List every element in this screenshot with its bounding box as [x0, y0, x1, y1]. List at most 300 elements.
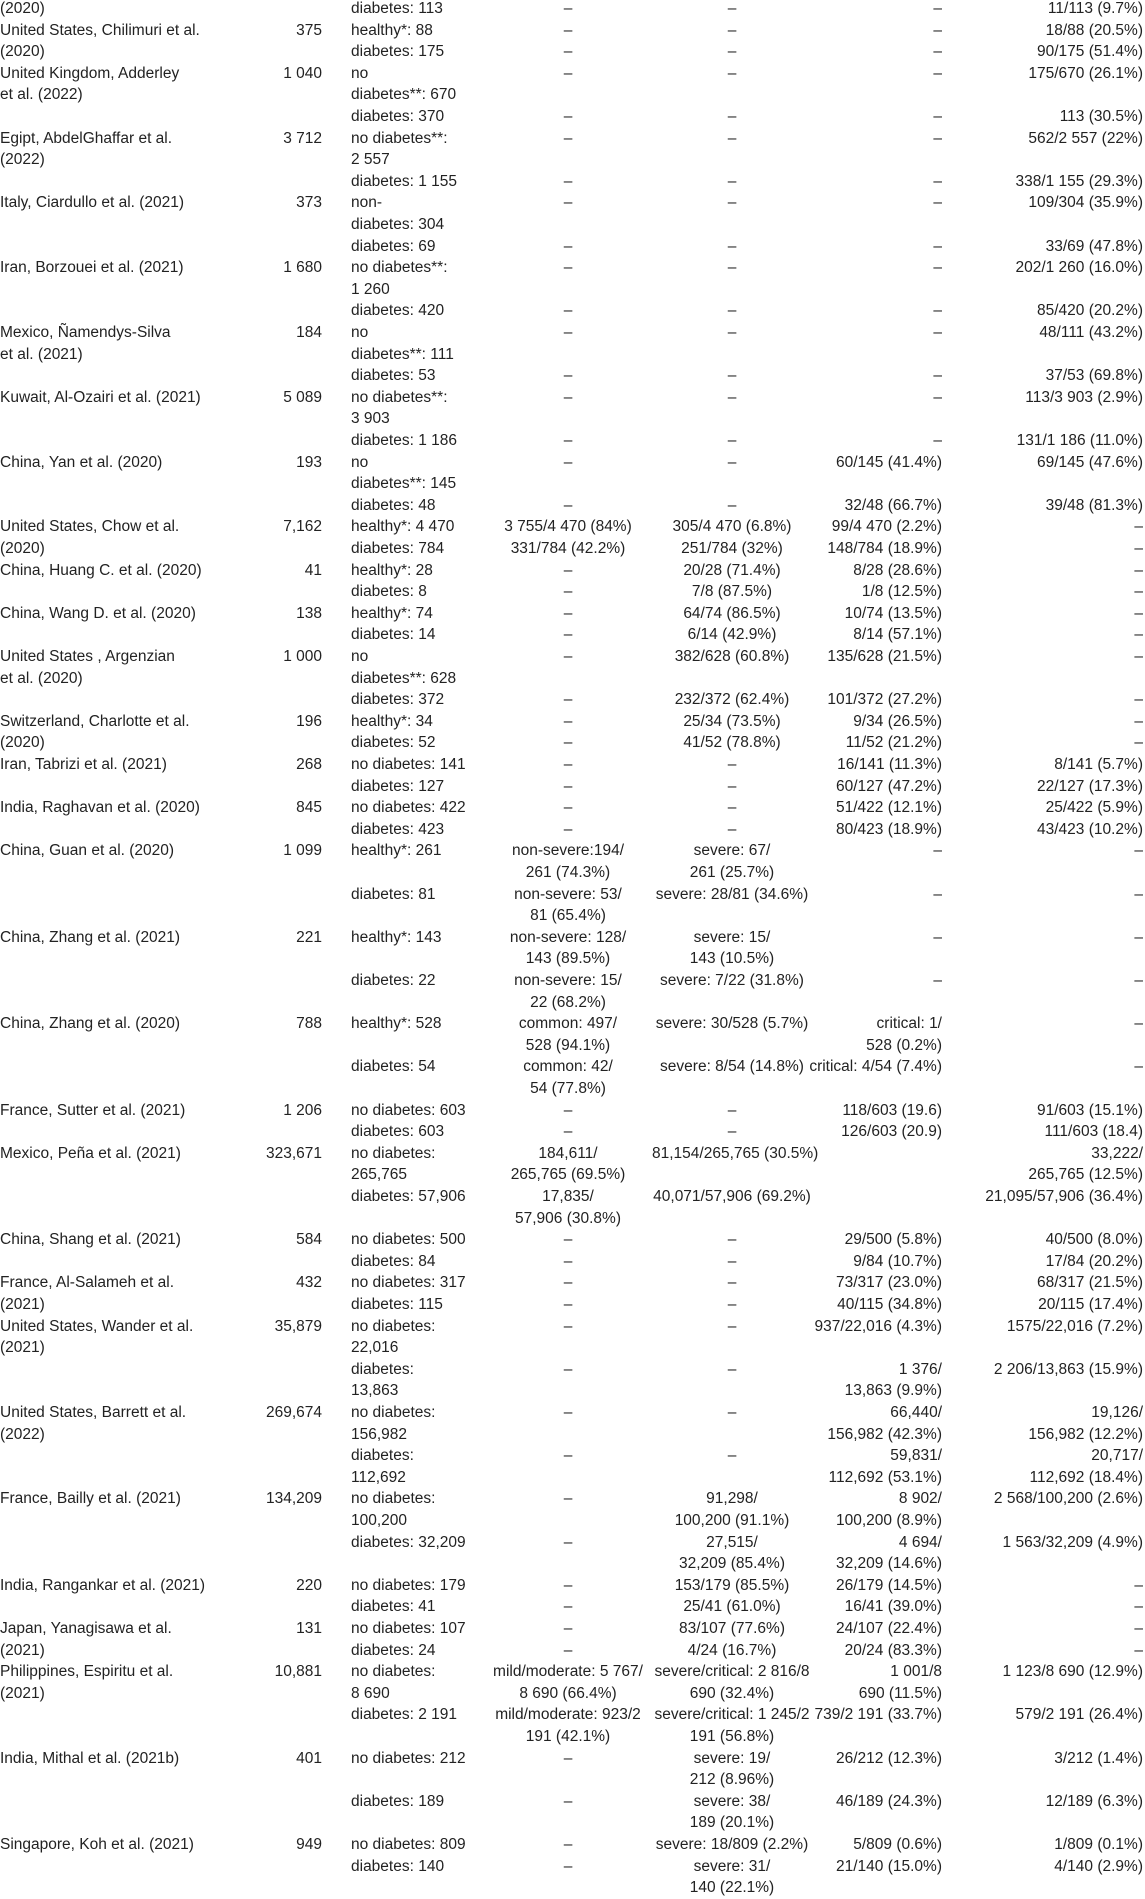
- col6-cell: 111/603 (18.4): [1044, 1123, 1143, 1141]
- col4-cell: 100,200 (91.1%): [674, 1512, 790, 1529]
- col5-cell: 8/14 (57.1%): [853, 626, 942, 644]
- group-cell: 156,982: [351, 1425, 408, 1443]
- col4-cell: –: [727, 194, 737, 212]
- study-cell: Switzerland, Charlotte et al.: [0, 712, 190, 730]
- study-cell: China, Yan et al. (2020): [0, 453, 163, 471]
- col5-cell: –: [933, 367, 942, 385]
- group-cell: diabetes: 370: [351, 108, 445, 125]
- table-row: [0, 905, 1145, 927]
- group-cell: diabetes: 372: [351, 691, 445, 709]
- group-cell: 2 557: [351, 151, 390, 169]
- col3-cell: –: [563, 1360, 573, 1378]
- table-row: [0, 257, 1145, 279]
- table-row: [0, 1856, 1145, 1878]
- sample-size-cell: 1 099: [283, 842, 322, 860]
- table-row: [0, 473, 1145, 495]
- col5-cell: 24/107 (22.4%): [836, 1620, 942, 1637]
- table-row: [0, 884, 1145, 906]
- col5-cell: –: [933, 64, 942, 82]
- col4-cell: –: [727, 367, 737, 385]
- group-cell: diabetes: 127: [351, 777, 445, 795]
- table-row: [0, 927, 1145, 949]
- col6-cell: 1/809 (0.1%): [1054, 1836, 1143, 1853]
- table-row: [0, 646, 1145, 668]
- col4-cell: 64/74 (86.5%): [683, 604, 781, 622]
- table-row: [0, 1791, 1145, 1813]
- table-row: [0, 1402, 1145, 1424]
- study-cell: (2021): [0, 1339, 45, 1357]
- table-row: [0, 1164, 1145, 1186]
- col4-cell: 153/179 (85.5%): [674, 1576, 790, 1594]
- group-cell: no diabetes:: [351, 1317, 436, 1335]
- group-cell: diabetes: 113: [351, 0, 443, 17]
- col5-cell: critical: 4/54 (7.4%): [809, 1058, 942, 1076]
- col5-cell: 73/317 (23.0%): [836, 1274, 942, 1292]
- group-cell: 112,692: [351, 1468, 406, 1486]
- study-cell: United States, Chilimuri et al.: [0, 21, 200, 39]
- group-cell: diabetes: 14: [351, 626, 436, 644]
- table-row: [0, 624, 1145, 646]
- col6-cell: 18/88 (20.5%): [1045, 21, 1143, 39]
- table-row: [0, 1726, 1145, 1748]
- group-cell: diabetes:: [351, 1360, 414, 1378]
- group-cell: no: [351, 324, 369, 341]
- col4-cell: 232/372 (62.4%): [674, 691, 790, 709]
- table-row: [0, 1704, 1145, 1726]
- col6-cell: 4/140 (2.9%): [1054, 1857, 1143, 1875]
- col6-cell: 48/111 (43.2%): [1039, 324, 1143, 341]
- col4-cell: –: [727, 0, 737, 17]
- col4-cell: severe: 8/54 (14.8%): [660, 1058, 804, 1076]
- study-cell: (2021): [0, 1684, 45, 1702]
- col4-cell: –: [727, 43, 737, 61]
- sample-size-cell: 1 680: [283, 259, 322, 277]
- col3-cell: –: [563, 820, 573, 838]
- col5-cell: 156,982 (42.3%): [827, 1425, 942, 1443]
- col4-cell: severe: 7/22 (31.8%): [660, 972, 804, 989]
- col5-cell: 1 376/: [898, 1360, 942, 1378]
- col4-cell: –: [727, 1360, 737, 1378]
- group-cell: diabetes: 81: [351, 885, 436, 903]
- col3-cell: –: [563, 1231, 573, 1249]
- group-cell: diabetes: 52: [351, 734, 436, 752]
- col4-cell: 382/628 (60.8%): [674, 648, 790, 665]
- col6-cell: 33,222/: [1091, 1144, 1143, 1162]
- col3-cell: –: [563, 324, 573, 341]
- study-cell: China, Guan et al. (2020): [0, 842, 175, 860]
- col5-cell: –: [933, 432, 942, 449]
- col4-cell: –: [727, 820, 737, 838]
- col5-cell: 60/145 (41.4%): [836, 453, 942, 471]
- study-cell: (2021): [0, 1296, 45, 1313]
- col4-cell: –: [727, 388, 737, 406]
- table-row: [0, 1013, 1145, 1035]
- study-cell: India, Mithal et al. (2021b): [0, 1749, 180, 1767]
- study-cell: (2020): [0, 43, 45, 61]
- sample-size-cell: 196: [296, 712, 322, 730]
- sample-size-cell: 35,879: [274, 1317, 322, 1335]
- col5-cell: 118/603 (19.6): [842, 1101, 942, 1119]
- col3-cell: –: [563, 561, 573, 579]
- col5-cell: 5/809 (0.6%): [853, 1836, 942, 1853]
- col3-cell: –: [563, 604, 573, 622]
- table-row: [0, 20, 1145, 42]
- col4-cell: –: [727, 172, 737, 190]
- col6-cell: 20/115 (17.4%): [1038, 1296, 1143, 1313]
- col5-cell: 32/48 (66.7%): [844, 496, 942, 514]
- col6-cell: –: [1134, 1620, 1143, 1637]
- study-cell: et al. (2022): [0, 86, 83, 104]
- col3-cell: –: [563, 1620, 573, 1637]
- group-cell: no diabetes: 107: [351, 1620, 466, 1637]
- group-cell: 265,765: [351, 1166, 408, 1184]
- col3-cell: –: [563, 43, 573, 61]
- col6-cell: 21,095/57,906 (36.4%): [985, 1188, 1143, 1205]
- group-cell: healthy*: 74: [351, 604, 433, 622]
- col6-cell: –: [1134, 583, 1143, 601]
- group-cell: no diabetes:: [351, 1490, 436, 1508]
- group-cell: diabetes: 189: [351, 1792, 445, 1810]
- col4-cell: 212 (8.96%): [689, 1771, 775, 1789]
- col5-cell: 46/189 (24.3%): [836, 1792, 942, 1810]
- col5-cell: –: [933, 259, 942, 277]
- col3-cell: non-severe: 15/: [514, 972, 622, 989]
- col6-cell: 1 123/8 690 (12.9%): [1002, 1663, 1143, 1681]
- col6-cell: 90/175 (51.4%): [1037, 43, 1143, 61]
- col5-cell: 32,209 (14.6%): [836, 1555, 942, 1573]
- study-cell: India, Rangankar et al. (2021): [0, 1576, 206, 1594]
- col4-cell: 305/4 470 (6.8%): [672, 518, 792, 536]
- table-row: [0, 128, 1145, 150]
- col4-cell: 191 (56.8%): [689, 1728, 775, 1745]
- col6-cell: 33/69 (47.8%): [1045, 237, 1143, 255]
- sample-size-cell: 193: [296, 453, 322, 471]
- group-cell: 1 260: [351, 280, 390, 298]
- table-row: [0, 430, 1145, 452]
- col5-cell: 690 (11.5%): [858, 1684, 942, 1702]
- col6-cell: 2 568/100,200 (2.6%): [993, 1490, 1143, 1508]
- table-row: [0, 1877, 1145, 1899]
- col6-cell: 109/304 (35.9%): [1028, 194, 1143, 212]
- col5-cell: 26/212 (12.3%): [836, 1749, 942, 1767]
- group-cell: no diabetes: 603: [351, 1101, 466, 1119]
- table-row: [0, 1272, 1145, 1294]
- col4-cell: –: [727, 21, 737, 39]
- col4-cell: 40,071/57,906 (69.2%): [653, 1188, 811, 1205]
- group-cell: diabetes: 784: [351, 540, 445, 557]
- study-cell: Japan, Yanagisawa et al.: [0, 1620, 172, 1637]
- table-row: [0, 0, 1145, 20]
- col5-cell: 21/140 (15.0%): [836, 1857, 942, 1875]
- col4-cell: 690 (32.4%): [689, 1684, 775, 1702]
- group-cell: diabetes: 69: [351, 237, 436, 255]
- table-row: [0, 408, 1145, 430]
- col3-cell: –: [563, 583, 573, 601]
- col4-cell: 20/28 (71.4%): [683, 561, 781, 579]
- table-row: [0, 41, 1145, 63]
- col6-cell: 156,982 (12.2%): [1028, 1425, 1143, 1443]
- sample-size-cell: 268: [296, 756, 322, 773]
- col5-cell: –: [933, 172, 942, 190]
- table-row: [0, 1100, 1145, 1122]
- group-cell: diabetes: 32,209: [351, 1533, 466, 1551]
- group-cell: no diabetes:: [351, 1404, 436, 1421]
- group-cell: no diabetes:: [351, 1144, 436, 1162]
- table-row: [0, 1121, 1145, 1143]
- group-cell: healthy*: 88: [351, 21, 433, 39]
- sample-size-cell: 788: [296, 1015, 322, 1033]
- col3-cell: mild/moderate: 5 767/: [493, 1663, 643, 1681]
- col6-cell: –: [1134, 1576, 1143, 1594]
- col4-cell: 261 (25.7%): [689, 864, 775, 881]
- table-row: [0, 797, 1145, 819]
- table-row: [0, 970, 1145, 992]
- col4-cell: severe/critical: 1 245/2: [654, 1706, 810, 1724]
- group-cell: diabetes: 41: [351, 1598, 436, 1616]
- group-cell: diabetes: 2 191: [351, 1706, 458, 1724]
- group-cell: healthy*: 4 470: [351, 518, 455, 536]
- col3-cell: –: [563, 172, 573, 190]
- col3-cell: –: [563, 1857, 573, 1875]
- col5-cell: 26/179 (14.5%): [836, 1576, 942, 1594]
- col5-cell: –: [933, 388, 942, 406]
- table-row: [0, 1467, 1145, 1489]
- col6-cell: –: [1134, 972, 1143, 989]
- col6-cell: 2 206/13,863 (15.9%): [993, 1360, 1143, 1378]
- col5-cell: 11/52 (21.2%): [845, 734, 942, 752]
- col6-cell: –: [1134, 1058, 1143, 1076]
- table-row: [0, 711, 1145, 733]
- table-row: [0, 948, 1145, 970]
- col5-cell: 80/423 (18.9%): [836, 820, 942, 838]
- table-row: [0, 1640, 1145, 1662]
- sample-size-cell: 375: [296, 21, 322, 39]
- col6-cell: 25/422 (5.9%): [1045, 799, 1143, 817]
- col5-cell: –: [933, 237, 942, 255]
- col6-cell: –: [1134, 561, 1143, 579]
- table-row: [0, 1208, 1145, 1230]
- col5-cell: 126/603 (20.9): [841, 1123, 942, 1141]
- study-cell: (2022): [0, 151, 45, 169]
- col4-cell: severe: 38/: [693, 1792, 771, 1810]
- col5-cell: 8/28 (28.6%): [853, 561, 942, 579]
- table-row: [0, 992, 1145, 1014]
- col3-cell: –: [563, 1836, 573, 1853]
- col6-cell: 39/48 (81.3%): [1045, 496, 1143, 514]
- col6-cell: 8/141 (5.7%): [1054, 756, 1143, 773]
- table-row: [0, 365, 1145, 387]
- table-row: [0, 1056, 1145, 1078]
- col6-cell: 265,765 (12.5%): [1028, 1166, 1143, 1184]
- col6-cell: –: [1134, 604, 1143, 622]
- col4-cell: –: [727, 1296, 737, 1313]
- col3-cell: 331/784 (42.2%): [510, 540, 626, 557]
- study-cell: China, Huang C. et al. (2020): [0, 561, 202, 579]
- col4-cell: 7/8 (87.5%): [691, 583, 773, 601]
- col3-cell: –: [563, 1101, 573, 1119]
- study-cell: France, Bailly et al. (2021): [0, 1490, 181, 1508]
- study-cell: France, Al-Salameh et al.: [0, 1274, 175, 1292]
- table-row: [0, 1359, 1145, 1381]
- col3-cell: –: [563, 626, 573, 644]
- table-row: [0, 279, 1145, 301]
- group-cell: 13,863: [351, 1382, 399, 1400]
- col3-cell: 265,765 (69.5%): [510, 1166, 626, 1184]
- group-cell: diabetes: 48: [351, 496, 436, 514]
- table-row: [0, 1186, 1145, 1208]
- col5-cell: –: [933, 885, 942, 903]
- table-row: [0, 1661, 1145, 1683]
- col5-cell: 9/34 (26.5%): [853, 712, 942, 730]
- col4-cell: 83/107 (77.6%): [679, 1620, 785, 1637]
- study-cell: United Kingdom, Adderley: [0, 64, 180, 82]
- study-cell: Philippines, Espiritu et al.: [0, 1663, 174, 1681]
- col5-cell: 100,200 (8.9%): [836, 1512, 942, 1529]
- table-row: [0, 603, 1145, 625]
- col3-cell: 184,611/: [538, 1144, 598, 1162]
- col4-cell: severe: 18/809 (2.2%): [655, 1836, 809, 1853]
- sample-size-cell: 220: [296, 1576, 322, 1594]
- col3-cell: –: [563, 1749, 573, 1767]
- col6-cell: 19,126/: [1091, 1404, 1143, 1421]
- table-row: [0, 1445, 1145, 1467]
- group-cell: non-: [351, 194, 383, 212]
- table-row: [0, 1143, 1145, 1165]
- col4-cell: 251/784 (32%): [681, 540, 783, 557]
- table-row: [0, 862, 1145, 884]
- col3-cell: –: [563, 194, 573, 212]
- col3-cell: –: [563, 259, 573, 277]
- col6-cell: 40/500 (8.0%): [1045, 1231, 1143, 1249]
- sample-size-cell: 1 000: [283, 648, 322, 665]
- col4-cell: –: [727, 496, 737, 514]
- group-cell: diabetes: 140: [351, 1857, 445, 1875]
- sample-size-cell: 845: [296, 799, 322, 817]
- col3-cell: –: [563, 496, 573, 514]
- col4-cell: severe: 19/: [693, 1749, 771, 1767]
- col4-cell: 25/34 (73.5%): [683, 712, 781, 730]
- col5-cell: 99/4 470 (2.2%): [831, 518, 942, 536]
- col6-cell: 12/189 (6.3%): [1045, 1792, 1143, 1810]
- col6-cell: –: [1134, 691, 1143, 709]
- col4-cell: 41/52 (78.8%): [683, 734, 781, 752]
- table-row: [0, 538, 1145, 560]
- col3-cell: –: [563, 1490, 573, 1508]
- table-row: [0, 1575, 1145, 1597]
- col3-cell: 17,835/: [542, 1188, 594, 1205]
- col5-cell: 16/41 (39.0%): [844, 1598, 942, 1616]
- col5-cell: –: [933, 842, 942, 860]
- col6-cell: 1 563/32,209 (4.9%): [1002, 1533, 1143, 1551]
- sample-size-cell: 1 206: [283, 1101, 322, 1119]
- group-cell: diabetes**: 628: [351, 669, 457, 687]
- col5-cell: 148/784 (18.9%): [827, 540, 942, 557]
- col3-cell: –: [563, 1252, 573, 1270]
- col6-cell: 202/1 260 (16.0%): [1015, 259, 1143, 277]
- col5-cell: 60/127 (47.2%): [836, 777, 942, 795]
- col6-cell: 43/423 (10.2%): [1037, 820, 1143, 838]
- table-row: [0, 344, 1145, 366]
- col4-cell: 32,209 (85.4%): [679, 1555, 785, 1573]
- table-row: [0, 1834, 1145, 1856]
- col3-cell: 143 (89.5%): [525, 950, 611, 968]
- sample-size-cell: 138: [296, 604, 322, 622]
- group-cell: no diabetes**:: [351, 388, 448, 406]
- table-row: [0, 192, 1145, 214]
- col3-cell: 8 690 (66.4%): [519, 1684, 617, 1702]
- col4-cell: 4/24 (16.7%): [687, 1641, 777, 1659]
- study-cell: (2022): [0, 1425, 45, 1443]
- col6-cell: 562/2 557 (22%): [1028, 129, 1143, 147]
- table-row: [0, 840, 1145, 862]
- sample-size-cell: 949: [296, 1836, 322, 1853]
- group-cell: healthy*: 28: [351, 561, 433, 579]
- col6-cell: 175/670 (26.1%): [1028, 64, 1143, 82]
- col5-cell: –: [933, 928, 942, 946]
- col5-cell: 1/8 (12.5%): [861, 583, 942, 601]
- study-cell: Mexico, Peña et al. (2021): [0, 1144, 181, 1162]
- table-row: [0, 495, 1145, 517]
- study-cell: (2020): [0, 540, 45, 557]
- col6-cell: 131/1 186 (11.0%): [1016, 432, 1143, 449]
- study-cell: China, Zhang et al. (2021): [0, 928, 181, 946]
- col6-cell: 17/84 (20.2%): [1045, 1252, 1143, 1270]
- col4-cell: –: [727, 1317, 737, 1335]
- study-cell: United States , Argenzian: [0, 648, 175, 665]
- group-cell: diabetes: 57,906: [351, 1188, 466, 1205]
- table-row: [0, 1229, 1145, 1251]
- col5-cell: –: [933, 302, 942, 320]
- table-row: [0, 732, 1145, 754]
- group-cell: no diabetes**:: [351, 129, 448, 147]
- table-row: [0, 1769, 1145, 1791]
- col3-cell: –: [563, 1274, 573, 1292]
- table-row: [0, 1683, 1145, 1705]
- study-cell: United States, Wander et al.: [0, 1317, 194, 1335]
- col5-cell: –: [933, 43, 942, 61]
- col6-cell: 11/113 (9.7%): [1047, 0, 1143, 17]
- col5-cell: 101/372 (27.2%): [827, 691, 942, 709]
- col3-cell: –: [563, 1317, 573, 1335]
- col4-cell: severe: 15/: [693, 928, 771, 946]
- group-cell: healthy*: 34: [351, 712, 433, 730]
- col3-cell: non-severe: 128/: [509, 928, 627, 946]
- col6-cell: 69/145 (47.6%): [1037, 453, 1143, 471]
- col3-cell: 22 (68.2%): [530, 993, 606, 1011]
- study-cell: China, Wang D. et al. (2020): [0, 604, 196, 622]
- col3-cell: –: [563, 1641, 573, 1659]
- col6-cell: 37/53 (69.8%): [1045, 367, 1143, 385]
- col3-cell: –: [563, 129, 573, 147]
- col6-cell: –: [1134, 928, 1143, 946]
- col4-cell: –: [727, 1447, 737, 1465]
- col4-cell: –: [727, 259, 737, 277]
- group-cell: diabetes: 54: [351, 1058, 436, 1076]
- group-cell: diabetes: 420: [351, 302, 445, 320]
- col3-cell: 261 (74.3%): [525, 864, 611, 881]
- col3-cell: –: [563, 799, 573, 817]
- col5-cell: 20/24 (83.3%): [844, 1641, 942, 1659]
- table-row: [0, 1316, 1145, 1338]
- col6-cell: 113 (30.5%): [1059, 108, 1143, 125]
- col6-cell: –: [1134, 734, 1143, 752]
- table-row: [0, 560, 1145, 582]
- table-row: [0, 668, 1145, 690]
- sample-size-cell: 323,671: [265, 1144, 322, 1162]
- col4-cell: severe/critical: 2 816/8: [654, 1663, 810, 1681]
- col3-cell: –: [563, 237, 573, 255]
- col5-cell: –: [933, 129, 942, 147]
